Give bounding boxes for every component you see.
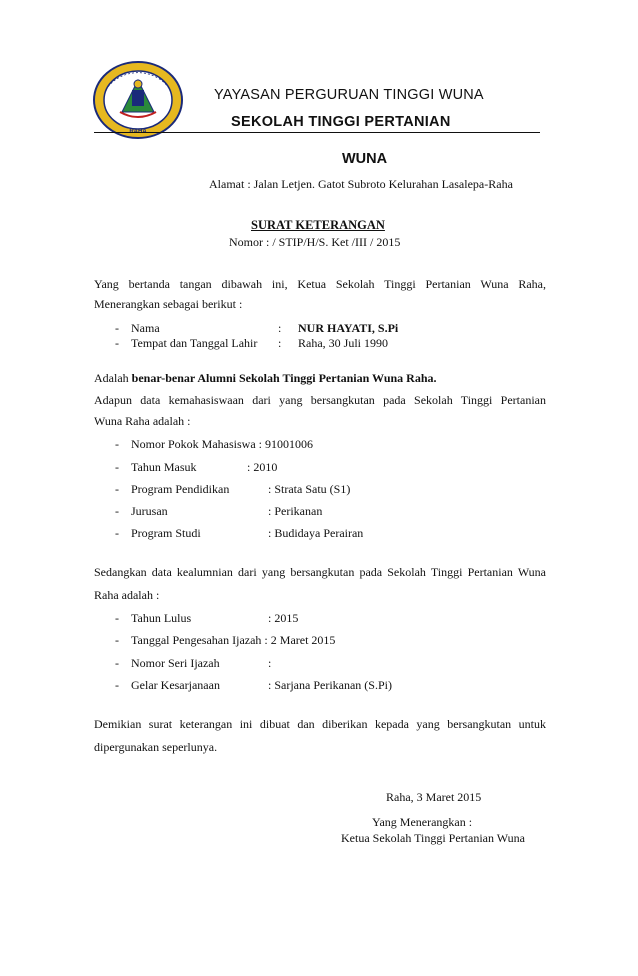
school-name-line1: SEKOLAH TINGGI PERTANIAN: [231, 114, 451, 130]
entry-year-label: Tahun Masuk: [131, 460, 197, 474]
letter-title: SURAT KETERANGAN: [251, 218, 385, 232]
school-logo-icon: [92, 60, 184, 140]
grad-year-value: : 2015: [268, 611, 299, 625]
signature-title: Ketua Sekolah Tinggi Pertanian Wuna: [341, 831, 525, 845]
identity-dash: -: [115, 321, 119, 335]
alumni-statement: [94, 371, 437, 386]
list-dash: -: [115, 482, 119, 496]
program-label: Program Pendidikan: [131, 482, 230, 496]
diploma-date: Tanggal Pengesahan Ijazah : 2 Maret 2015: [131, 633, 336, 647]
list-dash: -: [115, 526, 119, 540]
grad-year-label: Tahun Lulus: [131, 611, 192, 625]
logo-bottom-text: RAHA: [129, 129, 147, 135]
closing-line-2: dipergunakan seperlunya.: [94, 740, 218, 754]
list-dash: -: [115, 656, 119, 670]
study-program-value: : Budidaya Perairan: [268, 526, 364, 540]
letter-number: Nomor : / STIP/H/S. Ket /III / 2015: [229, 235, 401, 249]
alumni-line-3: Wuna Raha adalah :: [94, 414, 191, 428]
list-dash: -: [115, 437, 119, 451]
entry-year-value: : 2010: [247, 460, 278, 474]
intro-line-2: Menerangkan sebagai berikut :: [94, 297, 243, 311]
list-dash: -: [115, 460, 119, 474]
degree-value: : Sarjana Perikanan (S.Pi): [268, 678, 392, 692]
list-dash: -: [115, 504, 119, 518]
graduation-line-1: Sedangkan data kealumnian dari yang bersangkutan pada Sekolah Tinggi Pertanian Wuna: [94, 565, 546, 579]
department-label: Jurusan: [131, 504, 168, 518]
alumni-bold: benar-benar Alumni Sekolah Tinggi Pertanian Wuna Raha.: [131, 371, 437, 385]
degree-label: Gelar Kesarjanaan: [131, 678, 220, 692]
school-address: Alamat : Jalan Letjen. Gatot Subroto Kelurahan Lasalepa-Raha: [209, 177, 513, 191]
school-name-line2: WUNA: [342, 151, 388, 167]
identity-colon: :: [278, 321, 282, 335]
signature-place-date: Raha, 3 Maret 2015: [386, 790, 482, 804]
student-nim: Nomor Pokok Mahasiswa : 91001006: [131, 437, 313, 451]
identity-colon: :: [278, 336, 282, 350]
header-divider: [94, 132, 540, 133]
list-dash: -: [115, 633, 119, 647]
signature-role: Yang Menerangkan :: [372, 815, 473, 829]
intro-line-1: Yang bertanda tangan dibawah ini, Ketua Sekolah Tinggi Pertanian Wuna Raha,: [94, 277, 546, 291]
alumni-prefix: Adalah: [94, 371, 132, 385]
program-value: : Strata Satu (S1): [268, 482, 351, 496]
list-dash: -: [115, 678, 119, 692]
list-dash: -: [115, 611, 119, 625]
identity-name-value: NUR HAYATI, S.Pi: [298, 321, 399, 335]
diploma-serial-label: Nomor Seri Ijazah: [131, 656, 220, 670]
diploma-serial-value: :: [268, 656, 272, 670]
graduation-line-2: Raha adalah :: [94, 588, 160, 602]
identity-birth-label: Tempat dan Tanggal Lahir: [131, 336, 258, 350]
identity-dash: -: [115, 336, 119, 350]
department-value: : Perikanan: [268, 504, 323, 518]
study-program-label: Program Studi: [131, 526, 201, 540]
foundation-name: YAYASAN PERGURUAN TINGGI WUNA: [214, 87, 484, 103]
identity-birth-value: Raha, 30 Juli 1990: [298, 336, 388, 350]
alumni-line-2: Adapun data kemahasiswaan dari yang bersangkutan pada Sekolah Tinggi Pertanian: [94, 393, 546, 407]
identity-name-label: Nama: [131, 321, 160, 335]
closing-line-1: Demikian surat keterangan ini dibuat dan diberikan kepada yang bersangkutan untuk: [94, 717, 546, 731]
